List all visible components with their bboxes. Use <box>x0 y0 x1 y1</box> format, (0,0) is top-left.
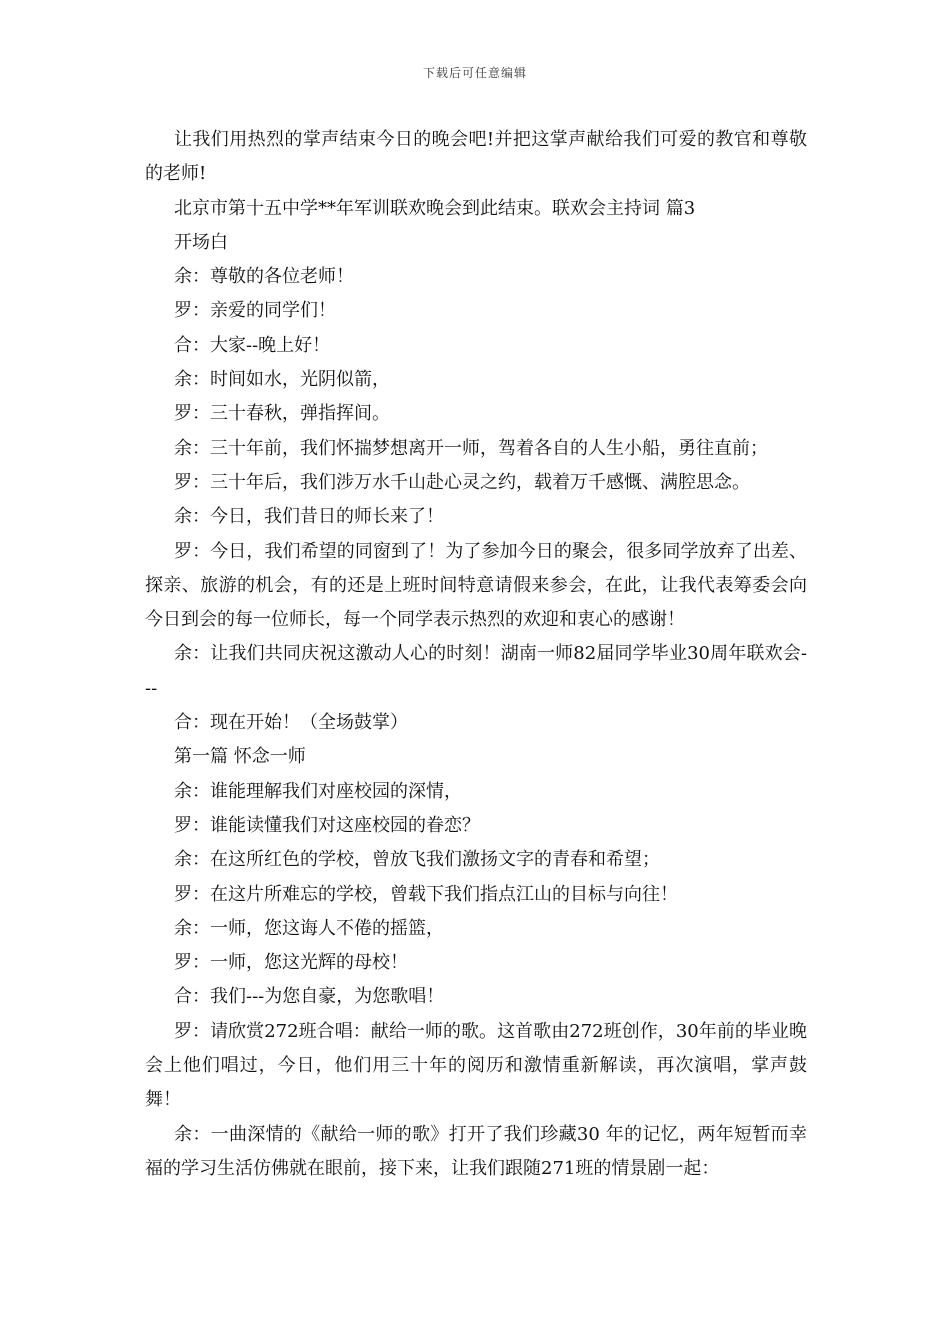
dialogue-line: 罗：谁能读懂我们对这座校园的眷恋？ <box>174 814 480 836</box>
dialogue-line: 余：一曲深情的《献给一师的歌》打开了我们珍藏30 年的记忆，两年短暂而幸福的学习生活仿佛就在眼前，接下来，让我们跟随271班的情景剧一起： <box>145 1123 807 1179</box>
section-heading: 开场白 <box>174 231 228 253</box>
dialogue-line: 余：三十年前，我们怀揣梦想离开一师，驾着各自的人生小船，勇往直前； <box>174 437 768 459</box>
paragraph: 北京市第十五中学**年军训联欢晚会到此结束。联欢会主持词 篇3 <box>174 197 696 219</box>
dialogue-line: 余：一师，您这诲人不倦的摇篮， <box>174 917 444 939</box>
dialogue-line: 罗：请欣赏272班合唱：献给一师的歌。这首歌由272班创作，30年前的毕业晚会上他们唱过，今日，他们用三十年的阅历和激情重新解读，再次演唱，掌声鼓舞！ <box>145 1020 807 1111</box>
dialogue-line: 罗：在这片所难忘的学校，曾载下我们指点江山的目标与向往！ <box>174 883 678 905</box>
section-heading: 第一篇 怀念一师 <box>174 746 306 768</box>
dialogue-line: 余：今日，我们昔日的师长来了！ <box>174 506 444 528</box>
dialogue-line: 余：时间如水，光阴似箭， <box>174 369 390 391</box>
dialogue-line: 合：现在开始！（全场鼓掌） <box>174 712 408 734</box>
dialogue-line: 罗：今日，我们希望的同窗到了！为了参加今日的聚会，很多同学放弃了出差、探亲、旅游的机会，有的还是上班时间特意请假来参会，在此，让我代表筹委会向今日到会的每一位师长，每一个同学表示热烈的欢迎和衷心的感谢！ <box>145 540 807 631</box>
dialogue-line: 罗：三十春秋，弹指挥间。 <box>174 403 390 425</box>
document-body <box>145 123 807 1186</box>
paragraph: 让我们用热烈的掌声结束今日的晚会吧!并把这掌声献给我们可爱的教官和尊敬的老师! <box>145 129 807 185</box>
dialogue-line: 余：在这所红色的学校，曾放飞我们激扬文字的青春和希望； <box>174 849 660 871</box>
dialogue-line: 余：让我们共同庆祝这激动人心的时刻！湖南一师82届同学毕业30周年联欢会--- <box>145 643 807 699</box>
dialogue-line: 罗：一师，您这光辉的母校！ <box>174 952 408 974</box>
dialogue-line: 罗：亲爱的同学们！ <box>174 300 336 322</box>
dialogue-line: 合：大家--晚上好！ <box>174 334 331 356</box>
dialogue-line: 余：谁能理解我们对座校园的深情， <box>174 780 462 802</box>
dialogue-line: 余：尊敬的各位老师！ <box>174 266 354 288</box>
dialogue-line: 罗：三十年后，我们涉万水千山赴心灵之约，载着万千感慨、满腔思念。 <box>174 471 750 493</box>
page-header-note: 下载后可任意编辑 <box>422 66 527 80</box>
dialogue-line: 合：我们---为您自豪，为您歌唱！ <box>174 986 445 1008</box>
